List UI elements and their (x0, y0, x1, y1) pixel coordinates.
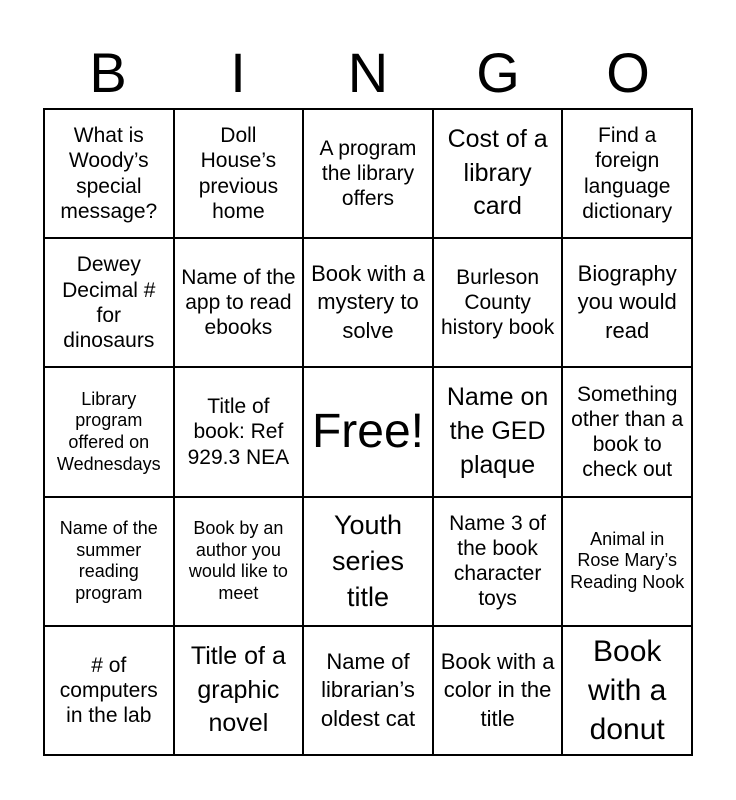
bingo-cell[interactable]: Library program offered on Wednesdays (44, 367, 174, 496)
bingo-cell[interactable]: Book with a mystery to solve (303, 238, 433, 367)
bingo-cell[interactable]: Find a foreign language dictionary (562, 109, 692, 238)
bingo-cell[interactable]: Dewey Decimal # for dinosaurs (44, 238, 174, 367)
bingo-cell[interactable]: Book by an author you would like to meet (174, 497, 304, 626)
bingo-cell[interactable]: Title of a graphic novel (174, 626, 304, 755)
header-letter-g: G (476, 41, 520, 104)
bingo-grid (43, 108, 693, 756)
bingo-cell[interactable]: Name on the GED plaque (433, 367, 563, 496)
bingo-cell[interactable]: Book with a donut (562, 626, 692, 755)
header-letter-o: O (606, 41, 650, 104)
bingo-cell[interactable]: Something other than a book to check out (562, 367, 692, 496)
header-letter-i: I (230, 41, 246, 104)
bingo-cell[interactable]: Title of book: Ref 929.3 NEA (174, 367, 304, 496)
bingo-header (43, 40, 693, 106)
bingo-cell[interactable]: Name of the summer reading program (44, 497, 174, 626)
bingo-cell[interactable]: Doll House’s previous home (174, 109, 304, 238)
bingo-cell[interactable]: Name 3 of the book character toys (433, 497, 563, 626)
free-space-cell[interactable]: Free! (303, 367, 433, 496)
bingo-cell[interactable]: Animal in Rose Mary’s Reading Nook (562, 497, 692, 626)
bingo-cell[interactable]: # of computers in the lab (44, 626, 174, 755)
bingo-cell[interactable]: Cost of a library card (433, 109, 563, 238)
header-letter-b: B (89, 41, 127, 104)
bingo-cell[interactable]: Book with a color in the title (433, 626, 563, 755)
bingo-cell[interactable]: What is Woody’s special message? (44, 109, 174, 238)
header-letter-n: N (347, 41, 389, 104)
bingo-cell[interactable]: Youth series title (303, 497, 433, 626)
bingo-cell[interactable]: A program the library offers (303, 109, 433, 238)
bingo-cell[interactable]: Biography you would read (562, 238, 692, 367)
bingo-cell[interactable]: Name of the app to read ebooks (174, 238, 304, 367)
bingo-cell[interactable]: Burleson County history book (433, 238, 563, 367)
bingo-cell[interactable]: Name of librarian’s oldest cat (303, 626, 433, 755)
